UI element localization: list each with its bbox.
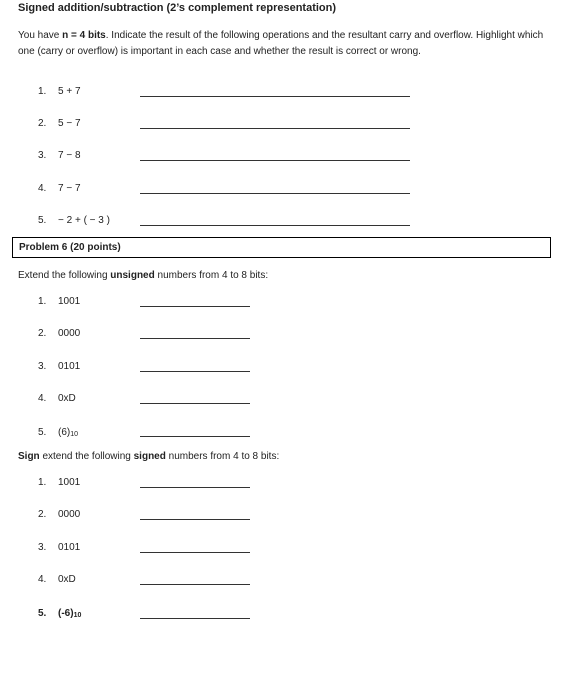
unsigned-answer-line-4[interactable] [140, 403, 250, 404]
operation-item-1: 1. 5 + 7 [38, 86, 81, 97]
signed-answer-line-2[interactable] [140, 519, 250, 520]
answer-line-3[interactable] [140, 160, 410, 161]
operation-item-2: 2. 5 − 7 [38, 118, 81, 129]
unsigned-item-5: 5. $(6)_{10}$ [38, 427, 79, 438]
signed-answer-line-3[interactable] [140, 552, 250, 553]
unsigned-item-3: 3. 0101 [38, 361, 81, 372]
section-title: Signed addition/subtraction (2’s complement representation) [18, 2, 337, 14]
signed-item-4: 4. 0xD [38, 574, 76, 585]
unsigned-instructions: Extend the following unsigned numbers from 4 to 8 bits: [18, 270, 269, 281]
operation-item-4: 4. 7 − 7 [38, 183, 81, 194]
signed-item-1: 1. 1001 [38, 477, 81, 488]
unsigned-item-4: 4. 0xD [38, 393, 76, 404]
answer-line-4[interactable] [140, 193, 410, 194]
unsigned-answer-line-1[interactable] [140, 306, 250, 307]
unsigned-item-1: 1. 1001 [38, 296, 81, 307]
unsigned-answer-line-2[interactable] [140, 338, 250, 339]
signed-item-3: 3. 0101 [38, 542, 81, 553]
answer-line-5[interactable] [140, 225, 410, 226]
instructions-paragraph: You have n = 4 bits. Indicate the result of the following operations and the resultant carry and overflow. Highlight which one (carry or overflow) is important in each case and whether the result is correct or wrong. [18, 30, 544, 57]
problem-6-header: Problem 6 (20 points) [12, 237, 551, 258]
unsigned-answer-line-3[interactable] [140, 371, 250, 372]
signed-answer-line-5[interactable] [140, 618, 250, 619]
signed-instructions: Sign extend the following signed numbers from 4 to 8 bits: [18, 451, 280, 462]
operation-item-3: 3. 7 − 8 [38, 150, 81, 161]
operation-item-5: 5. − 2 + ( − 3 ) [38, 215, 110, 226]
unsigned-answer-line-5[interactable] [140, 436, 250, 437]
answer-line-1[interactable] [140, 96, 410, 97]
signed-answer-line-1[interactable] [140, 487, 250, 488]
answer-line-2[interactable] [140, 128, 410, 129]
signed-item-2: 2. 0000 [38, 509, 81, 520]
signed-answer-line-4[interactable] [140, 584, 250, 585]
unsigned-item-2: 2. 0000 [38, 328, 81, 339]
signed-item-5: 5. $(-6)_{10}$ [38, 608, 82, 619]
